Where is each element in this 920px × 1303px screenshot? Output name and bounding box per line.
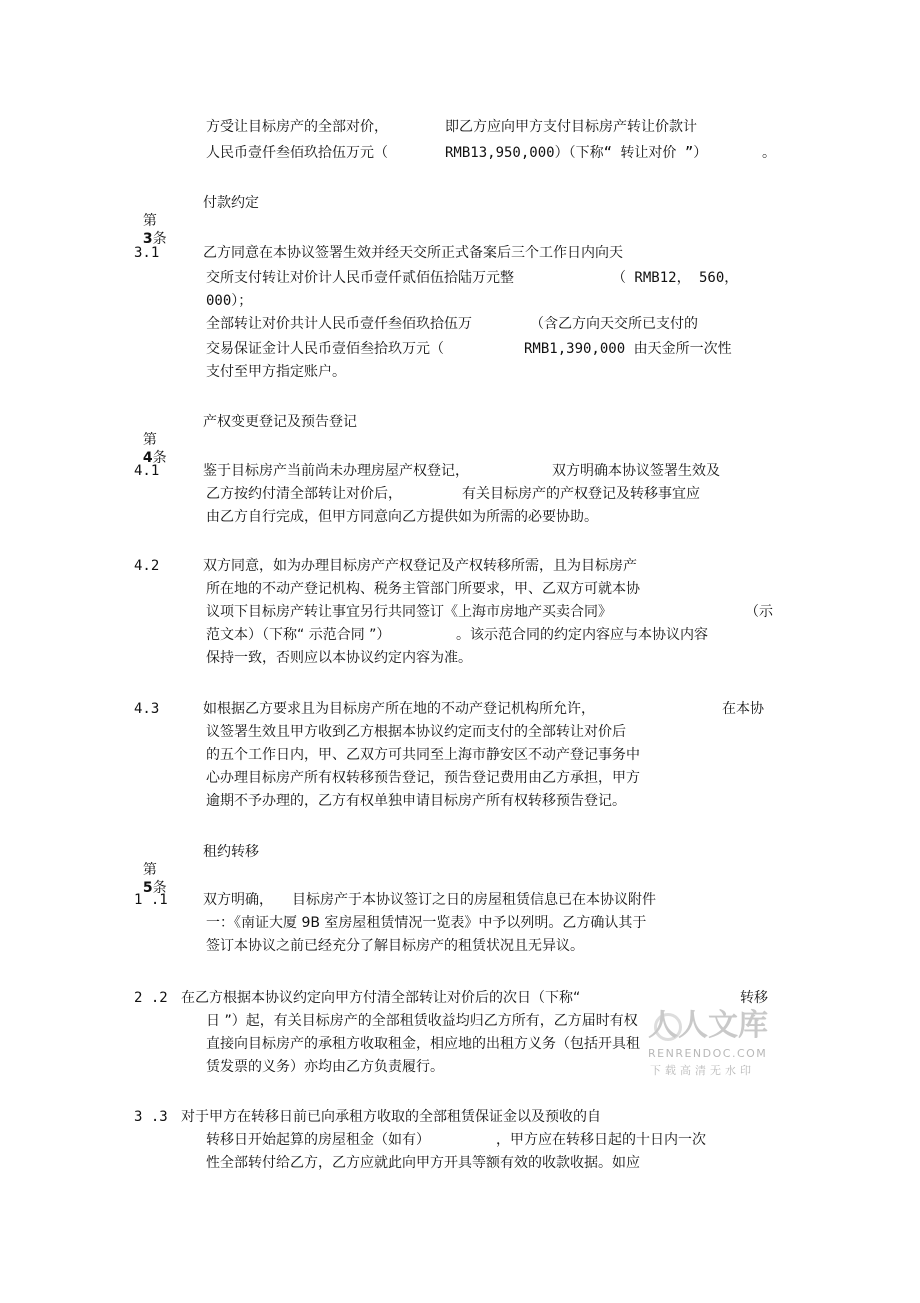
text-line: RMB1,390,000 由天金所一次性 [524, 341, 732, 357]
text-line: （含乙方向天交所已支付的 [530, 316, 698, 332]
text-line: 如根据乙方要求且为目标房产所在地的不动产登记机构所允许， [203, 701, 595, 717]
text-line: 由乙方自行完成，但甲方同意向乙方提供如为所需的必要协助。 [206, 509, 598, 525]
clause-number: 2 .2 [134, 990, 168, 1006]
text-line: 交所支付转让对价计人民币壹仟贰佰伍拾陆万元整 [206, 270, 514, 286]
text-line: 议项下目标房产转让事宜另行共同签订《上海市房地产买卖合同》 [206, 604, 612, 620]
watermark-logo: 人人文库 [648, 1008, 768, 1043]
text-line: 的五个工作日内，甲、乙双方可共同至上海市静安区不动产登记事务中 [206, 747, 640, 763]
watermark-site: RENRENDOC.COM [648, 1047, 768, 1060]
clause-number: 4.3 [134, 701, 160, 717]
text-line: 直接向目标房产的承租方收取租金，相应地的出租方义务（包括开具租 [206, 1036, 640, 1052]
clause-number: 1 .1 [134, 892, 168, 908]
section-heading-4: 第 4条 [142, 432, 167, 466]
text-line: 有关目标房产的产权登记及转移事宜应 [462, 486, 700, 502]
clause-number: 3 .3 [134, 1109, 168, 1125]
text-line: 所在地的不动产登记机构、税务主管部门所要求，甲、乙双方可就本协 [206, 581, 640, 597]
text-line: 乙方按约付清全部转让对价后， [206, 486, 402, 502]
text-line: 双方明确， [203, 892, 273, 908]
text-line: （ RMB12， 560， [612, 270, 739, 286]
text-line: 乙方同意在本协议签署生效并经天交所正式备案后三个工作日内向天 [203, 245, 623, 261]
text-line: 鉴于目标房产当前尚未办理房屋产权登记， [203, 463, 469, 479]
clause-number: 4.2 [134, 558, 160, 574]
text-line: 方受让目标房产的全部对价， [206, 119, 388, 135]
text-line: 签订本协议之前已经充分了解目标房产的租赁状况且无异议。 [206, 938, 584, 954]
text-line: 转移 [740, 990, 768, 1006]
section-heading-3: 第 3条 [142, 213, 167, 247]
section-title-4: 产权变更登记及预告登记 [203, 414, 357, 430]
text-line: 逾期不予办理的，乙方有权单独申请目标房产所有权转移预告登记。 [206, 793, 626, 809]
text-line: 对于甲方在转移日前已向承租方收取的全部租赁保证金以及预收的自 [181, 1109, 601, 1125]
text-line: 双方同意，如为办理目标房产产权登记及产权转移所需，且为目标房产 [203, 558, 637, 574]
text-line: 议签署生效且甲方收到乙方根据本协议约定而支付的全部转让对价后 [206, 724, 626, 740]
text-line: 。该示范合同的约定内容应与本协议内容 [456, 627, 708, 643]
text-line: 赁发票的义务）亦均由乙方负责履行。 [206, 1059, 444, 1075]
text-line: 在本协 [722, 701, 764, 717]
text-line: 心办理目标房产所有权转移预告登记，预告登记费用由乙方承担，甲方 [206, 770, 640, 786]
clause-number: 3.1 [134, 245, 160, 261]
watermark-tagline: 下载高清无水印 [650, 1064, 755, 1077]
text-line: 范文本）（下称“ 示范合同 ”） [206, 627, 391, 643]
text-line: 000）； [206, 293, 253, 309]
text-line: 。 [762, 145, 776, 161]
text-line: （示 [745, 604, 773, 620]
text-line: 全部转让对价共计人民币壹仟叁佰玖拾伍万 [206, 316, 472, 332]
text-line: 目标房产于本协议签订之日的房屋租赁信息已在本协议附件 [292, 892, 656, 908]
text-line: 性全部转付给乙方，乙方应就此向甲方开具等额有效的收款收据。如应 [206, 1155, 640, 1171]
text-line: 保持一致，否则应以本协议约定内容为准。 [206, 650, 472, 666]
text-line: 双方明确本协议签署生效及 [552, 463, 720, 479]
section-title-5: 租约转移 [203, 844, 259, 860]
text-line: 即乙方应向甲方支付目标房产转让价款计 [445, 119, 697, 135]
text-line: 转移日开始起算的房屋租金（如有） [206, 1132, 430, 1148]
text-line: 一：《南证大厦 9B 室房屋租赁情况一览表》中予以列明。乙方确认其于 [206, 915, 647, 931]
section-heading-5: 第 5条 [142, 862, 167, 896]
text-line: 在乙方根据本协议约定向甲方付清全部转让对价后的次日（下称“ [181, 990, 581, 1006]
text-line: RMB13,950,000）（下称“ 转让对价 ”） [445, 145, 708, 161]
text-line: ，甲方应在转移日起的十日内一次 [496, 1132, 706, 1148]
text-line: 日 ”）起，有关目标房产的全部租赁收益均归乙方所有，乙方届时有权 [206, 1013, 638, 1029]
text-line: 支付至甲方指定账户。 [206, 364, 346, 380]
text-line: 人民币壹仟叁佰玖拾伍万元（ [206, 145, 388, 161]
text-line: 交易保证金计人民币壹佰叁拾玖万元（ [206, 341, 444, 357]
clause-number: 4.1 [134, 463, 160, 479]
section-title-3: 付款约定 [203, 195, 259, 211]
